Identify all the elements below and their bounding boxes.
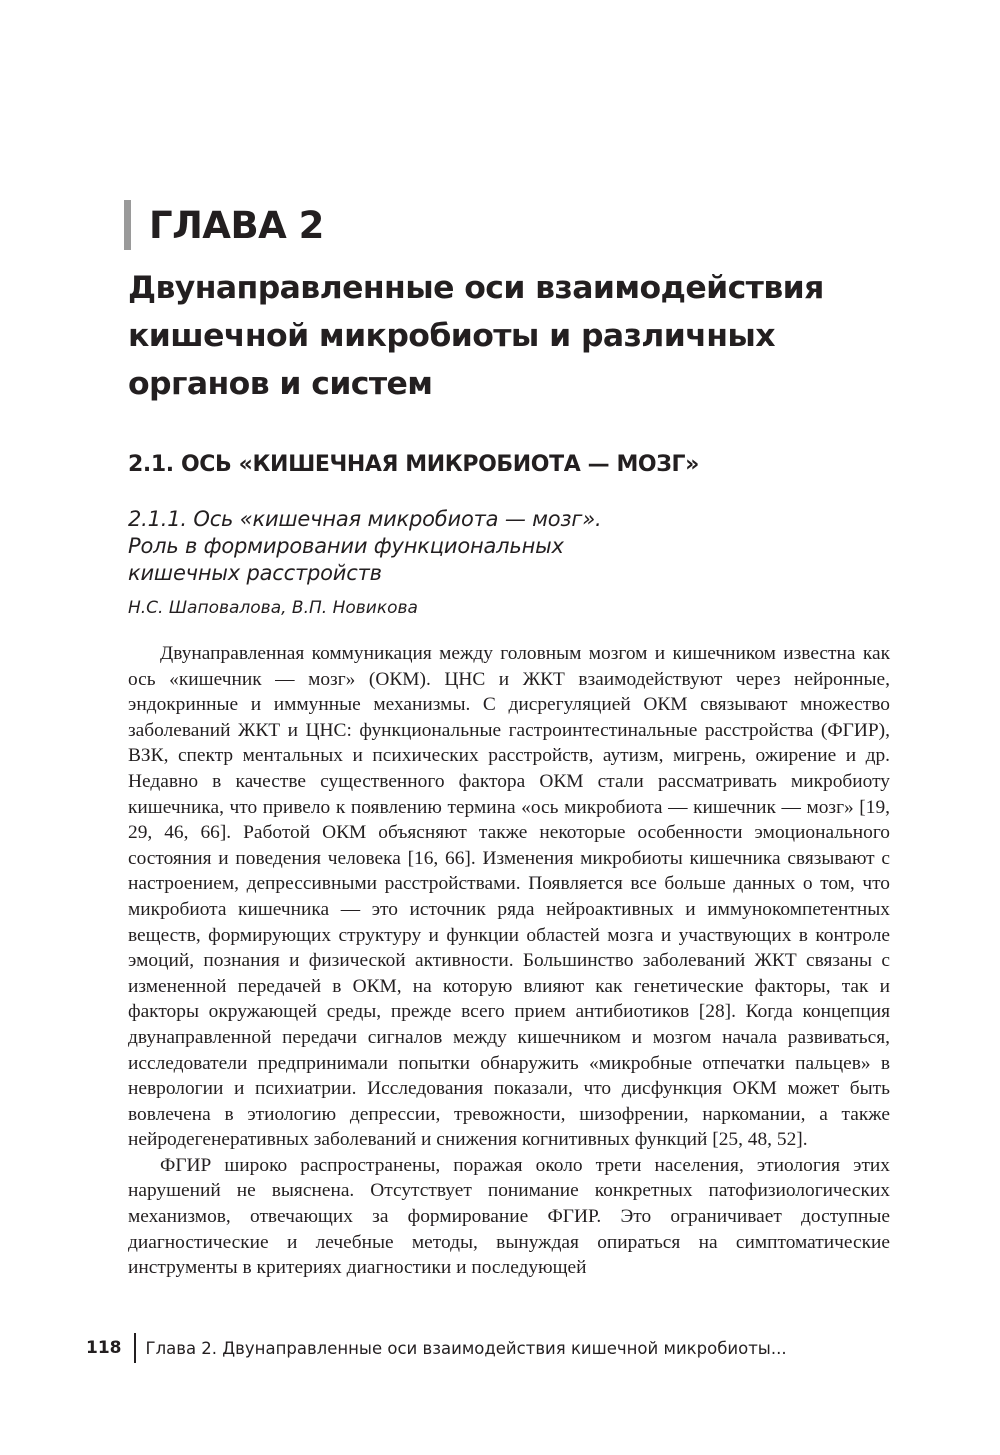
chapter-number: ГЛАВА 2	[149, 203, 324, 247]
subsection-heading-line: кишечных расстройств	[128, 561, 382, 585]
footer-divider	[134, 1333, 136, 1363]
chapter-title-line: кишечной микробиоты и различных	[128, 318, 776, 354]
chapter-label	[124, 197, 324, 253]
chapter-title-line: органов и систем	[128, 366, 433, 402]
running-title: Глава 2. Двунаправленные оси взаимодействия кишечной микробиоты...	[145, 1338, 787, 1358]
chapter-title	[128, 264, 928, 408]
section-heading: 2.1. ОСЬ «КИШЕЧНАЯ МИКРОБИОТА — МОЗГ»	[128, 452, 699, 477]
body-text	[128, 641, 890, 1281]
page-number: 118	[86, 1338, 122, 1358]
subsection-heading	[128, 506, 601, 587]
body-paragraph: Двунаправленная коммуникация между головным мозгом и кишечником известна как ось «кишечник — мозг» (ОКМ). ЦНС и ЖКТ взаимодействуют через нейронные, эндокринные и иммунные механизмы. С дисрегуляцией ОКМ связывают множество заболеваний ЖКТ и ЦНС: функциональные гастроинтестинальные расстройства (ФГИР), ВЗК, спектр ментальных и психических расстройств, аутизм, мигрень, ожирение и др. Недавно в качестве существенного фактора ОКМ стали рассматривать микробиоту кишечника, что привело к появлению термина «ось микробиота — кишечник — мозг» [19, 29, 46, 66]. Работой ОКМ объясняют также некоторые особенности эмоционального состояния и поведения человека [16, 66]. Изменения микробиоты кишечника связывают с настроением, депрессивными расстройствами. Появляется все больше данных о том, что микробиота кишечника — это источник ряда нейроактивных и иммунокомпетентных веществ, формирующих структуру и функции областей мозга и участвующих в контроле эмоций, познания и физической активности. Большинство заболеваний ЖКТ связаны с измененной передачей в ОКМ, на которую влияют как генетические факторы, так и факторы окружающей среды, прежде всего прием антибиотиков [28]. Когда концепция двунаправленной передачи сигналов между кишечником и мозгом начала развиваться, исследователи предпринимали попытки обнаружить «микробные отпечатки пальцев» в неврологии и психиатрии. Исследования показали, что дисфункция ОКМ может быть вовлечена в этиологию депрессии, тревожности, шизофрении, наркомании, а также нейродегенеративных заболеваний и снижения когнитивных функций [25, 48, 52].	[128, 643, 890, 1151]
chapter-accent-bar	[124, 200, 131, 250]
subsection-heading-line: Роль в формировании функциональных	[128, 534, 564, 558]
page-footer	[86, 1333, 787, 1363]
chapter-title-line: Двунаправленные оси взаимодействия	[128, 270, 824, 306]
subsection-heading-line: 2.1.1. Ось «кишечная микробиота — мозг».	[128, 507, 602, 531]
authors: Н.С. Шаповалова, В.П. Новикова	[128, 598, 418, 618]
body-paragraph: ФГИР широко распространены, поражая около трети населения, этиология этих нарушений не выяснена. Отсутствует понимание конкретных патофизиологических механизмов, отвечающих за формирование ФГИР. Это ограничивает доступные диагностические и лечебные методы, вынуждая опираться на симптоматические инструменты в критериях диагностики и последующей	[128, 1154, 890, 1279]
